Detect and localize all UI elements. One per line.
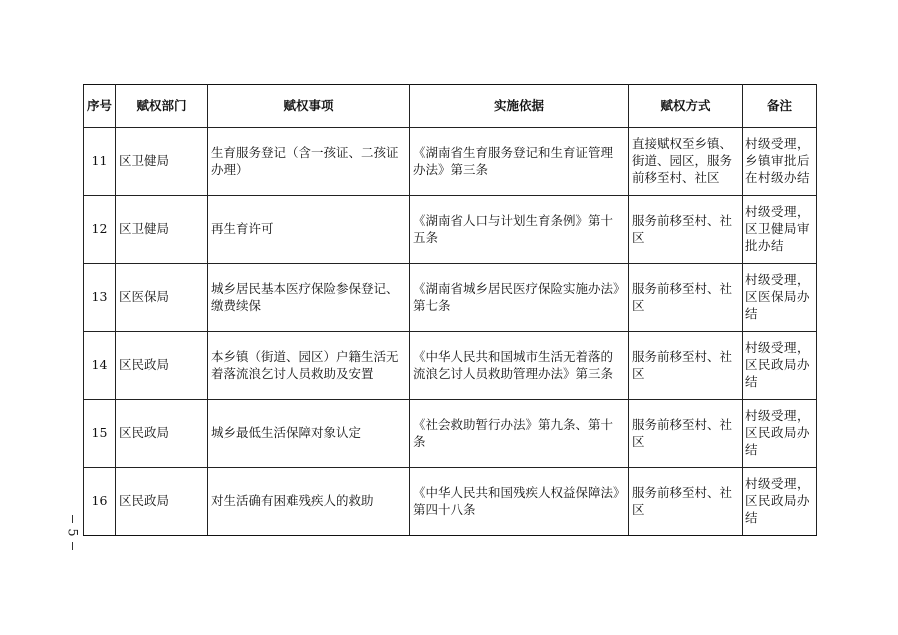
row-item: 城乡居民基本医疗保险参保登记、缴费续保 bbox=[208, 264, 410, 332]
row-no: 14 bbox=[84, 332, 116, 400]
row-note: 村级受理，区民政局办结 bbox=[743, 332, 817, 400]
row-item: 再生育许可 bbox=[208, 196, 410, 264]
table-row bbox=[84, 264, 817, 332]
row-item: 本乡镇（街道、园区）户籍生活无着落流浪乞讨人员救助及安置 bbox=[208, 332, 410, 400]
row-note: 村级受理，区民政局办结 bbox=[743, 468, 817, 536]
row-item: 城乡最低生活保障对象认定 bbox=[208, 400, 410, 468]
header-item: 赋权事项 bbox=[208, 85, 410, 128]
row-item: 生育服务登记（含一孩证、二孩证办理） bbox=[208, 128, 410, 196]
row-basis: 《湖南省生育服务登记和生育证管理办法》第三条 bbox=[410, 128, 629, 196]
row-no: 16 bbox=[84, 468, 116, 536]
row-note: 村级受理，乡镇审批后在村级办结 bbox=[743, 128, 817, 196]
table-row bbox=[84, 400, 817, 468]
row-basis: 《中华人民共和国城市生活无着落的流浪乞讨人员救助管理办法》第三条 bbox=[410, 332, 629, 400]
row-dept: 区卫健局 bbox=[116, 128, 208, 196]
row-mode: 服务前移至村、社区 bbox=[629, 264, 743, 332]
row-mode: 直接赋权至乡镇、街道、园区，服务前移至村、社区 bbox=[629, 128, 743, 196]
row-mode: 服务前移至村、社区 bbox=[629, 196, 743, 264]
header-mode: 赋权方式 bbox=[629, 85, 743, 128]
table-row bbox=[84, 332, 817, 400]
page-number-dash-bottom bbox=[72, 542, 73, 550]
row-dept: 区民政局 bbox=[116, 332, 208, 400]
page-number-value: 5 bbox=[64, 527, 80, 537]
row-basis: 《湖南省城乡居民医疗保险实施办法》第七条 bbox=[410, 264, 629, 332]
row-item: 对生活确有困难残疾人的救助 bbox=[208, 468, 410, 536]
header-dept: 赋权部门 bbox=[116, 85, 208, 128]
header-basis: 实施依据 bbox=[410, 85, 629, 128]
row-basis: 《湖南省人口与计划生育条例》第十五条 bbox=[410, 196, 629, 264]
row-note: 村级受理，区卫健局审批办结 bbox=[743, 196, 817, 264]
table-row bbox=[84, 196, 817, 264]
header-note: 备注 bbox=[743, 85, 817, 128]
row-no: 11 bbox=[84, 128, 116, 196]
authorization-table bbox=[83, 84, 817, 536]
row-dept: 区民政局 bbox=[116, 468, 208, 536]
row-basis: 《社会救助暂行办法》第九条、第十条 bbox=[410, 400, 629, 468]
header-row bbox=[84, 85, 817, 128]
row-dept: 区卫健局 bbox=[116, 196, 208, 264]
row-note: 村级受理，区民政局办结 bbox=[743, 400, 817, 468]
page-number-dash-top bbox=[72, 515, 73, 523]
row-no: 15 bbox=[84, 400, 116, 468]
row-note: 村级受理，区医保局办结 bbox=[743, 264, 817, 332]
header-no: 序号 bbox=[84, 85, 116, 128]
row-basis: 《中华人民共和国残疾人权益保障法》第四十八条 bbox=[410, 468, 629, 536]
table-row bbox=[84, 128, 817, 196]
row-mode: 服务前移至村、社区 bbox=[629, 400, 743, 468]
row-dept: 区医保局 bbox=[116, 264, 208, 332]
page-number bbox=[62, 512, 82, 552]
row-mode: 服务前移至村、社区 bbox=[629, 332, 743, 400]
row-no: 12 bbox=[84, 196, 116, 264]
table-row bbox=[84, 468, 817, 536]
row-no: 13 bbox=[84, 264, 116, 332]
row-dept: 区民政局 bbox=[116, 400, 208, 468]
row-mode: 服务前移至村、社区 bbox=[629, 468, 743, 536]
